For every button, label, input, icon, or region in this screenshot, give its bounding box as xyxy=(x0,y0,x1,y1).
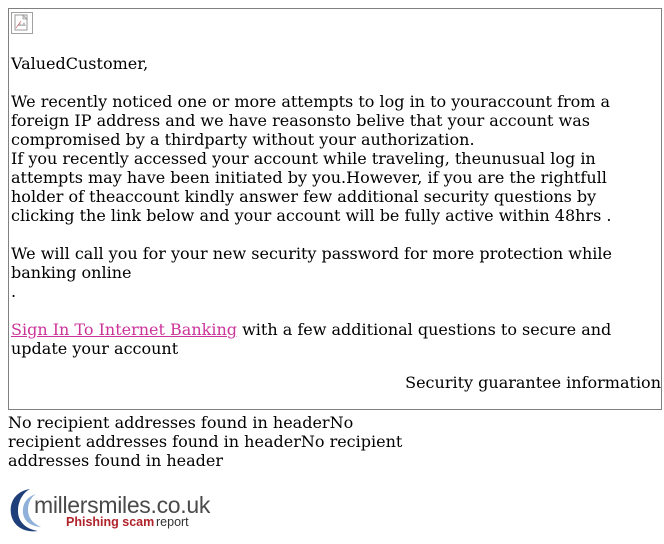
broken-image-icon xyxy=(11,12,33,34)
email-body xyxy=(11,54,661,358)
sign-in-paragraph xyxy=(11,320,661,358)
greeting: ValuedCustomer, xyxy=(11,54,149,73)
dot-line: . xyxy=(11,282,17,301)
logo-name: millersmiles.co.uk xyxy=(34,492,211,518)
millersmiles-logo[interactable] xyxy=(8,486,248,536)
sign-in-link[interactable]: Sign In To Internet Banking xyxy=(11,320,237,339)
security-guarantee-text: Security guarantee information xyxy=(405,373,661,392)
paragraph-security-questions: If you recently accessed your account while traveling, theunusual log in attempts may have been initiated by you.However, if you are the rightfull holder of theaccount kindly answer few additional security questions by clicking the link below and your account will be fully active within 48hrs . xyxy=(11,149,612,225)
logo-tagline-bold: Phishing scam xyxy=(66,515,155,529)
logo-tagline: report xyxy=(156,515,189,529)
no-recipient-notice: No recipient addresses found in headerNo recipient addresses found in headerNo recipient addresses found in header xyxy=(8,413,403,470)
email-container xyxy=(8,8,662,410)
paragraph-phone-call: We will call you for your new security password for more protection while banking online xyxy=(11,244,612,282)
paragraph-suspicious-login: We recently noticed one or more attempts to log in to youraccount from a foreign IP address and we have reasonsto belive that your account was compromised by a thirdparty without your authorization. xyxy=(11,92,611,149)
sign-in-link-suffix: with a few additional questions to secure and update your account xyxy=(11,320,612,358)
